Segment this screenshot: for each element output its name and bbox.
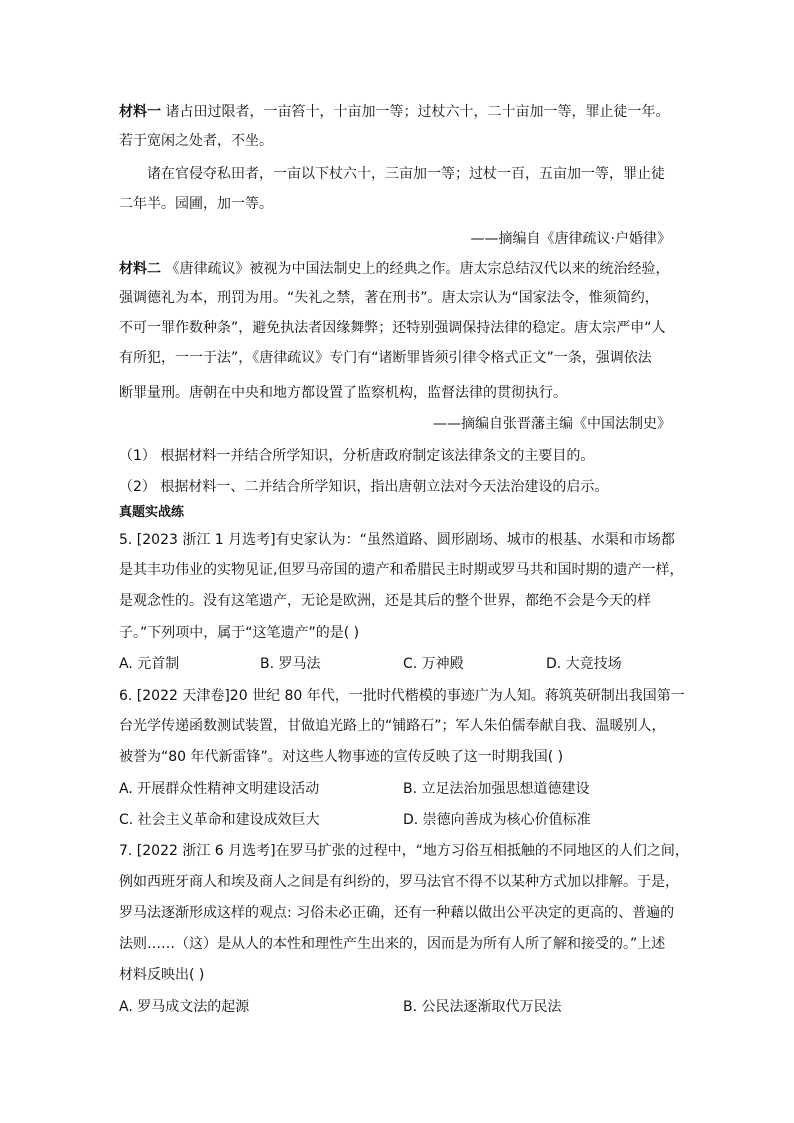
material2-label: 材料二 — [119, 261, 161, 277]
q5-option-a: A. 元首制 — [119, 656, 180, 672]
q6-option-d: D. 崇德向善成为核心价值标准 — [403, 812, 591, 828]
q7-line3: 罗马法逐渐形成这样的观点: 习俗未必正确，还有一种藉以做出公平决定的更高的、普遍的 — [119, 905, 675, 921]
q6-option-c: C. 社会主义革命和建设成效巨大 — [119, 812, 320, 828]
material2-line4: 有所犯，一一于法”，《唐律疏议》专门有“诸断罪皆须引律令格式正文”一条，强调依法 — [119, 350, 652, 366]
q7-line4: 法则……（这）是从人的本性和理性产生出来的，因而是为所有人所了解和接受的。”上述 — [119, 936, 666, 952]
q7-option-b: B. 公民法逐渐取代万民法 — [403, 999, 562, 1015]
question-2: （2） 根据材料一、二并结合所学知识，指出唐朝立法对今天法治建设的启示。 — [119, 479, 609, 495]
material2-line3: 不可一罪作数种条”，避免执法者因缘舞弊；还特别强调保持法律的稳定。唐太宗严申“人 — [119, 320, 666, 336]
material1-line1 — [119, 102, 669, 122]
q5-line3: 是观念性的。没有这笔遗产，无论是欧洲，还是其后的整个世界，都绝不会是今天的样 — [119, 593, 651, 609]
q5-line1: 5. [2023 浙江 1 月选考]有史家认为：“虽然道路、圆形剧场、城市的根基、水渠和市场都 — [119, 532, 675, 548]
q6-option-b: B. 立足法治加强思想道德建设 — [403, 781, 590, 797]
material1-line2: 若于宽闲之处者，不坐。 — [119, 133, 273, 149]
q5-line4: 子。”下列项中，属于“这笔遗产”的是( ) — [119, 625, 360, 641]
q6-line2: 台光学传递函数测试装置，甘做追光路上的“铺路石”；军人朱伯儒奉献自我、温暖别人， — [119, 718, 666, 734]
material2-source: ——摘编自张晋藩主编《中国法制史》 — [433, 416, 671, 432]
q7-line2: 例如西班牙商人和埃及商人之间是有纠纷的，罗马法官不得不以某种方式加以排解。于是， — [119, 874, 679, 890]
q7-option-a: A. 罗马成文法的起源 — [119, 999, 250, 1015]
material1-line3: 诸在官侵夺私田者，一亩以下杖六十，三亩加一等；过杖一百，五亩加一等，罪止徒 — [147, 166, 665, 182]
material1-source: ——摘编自《唐律疏议·户婚律》 — [470, 231, 671, 247]
q7-line5: 材料反映出( ) — [119, 967, 205, 983]
material2-text1: 《唐律疏议》被视为中国法制史上的经典之作。唐太宗总结汉代以来的统治经验， — [161, 261, 670, 277]
material1-label: 材料一 — [119, 104, 161, 120]
q7-line1: 7. [2022 浙江 6 月选考]在罗马扩张的过程中，“地方习俗互相抵触的不同地区的人们之间， — [119, 843, 689, 859]
material1-text1: 诸占田过限者，一亩笞十，十亩加一等；过杖六十，二十亩加一等，罪止徒一年。 — [161, 104, 670, 120]
question-1: （1） 根据材料一并结合所学知识，分析唐政府制定该法律条文的主要目的。 — [119, 448, 595, 464]
q6-option-a: A. 开展群众性精神文明建设活动 — [119, 781, 320, 797]
section-title: 真题实战练 — [119, 505, 185, 520]
q5-line2: 是其丰功伟业的实物见证,但罗马帝国的遗产和希腊民主时期或罗马共和国时期的遗产一样， — [119, 562, 684, 578]
material2-line5: 断罪量刑。唐朝在中央和地方都设置了监察机构，监督法律的贯彻执行。 — [119, 385, 567, 401]
q5-option-d: D. 大竞技场 — [546, 656, 622, 672]
material2-line2: 强调德礼为本，刑罚为用。“失礼之禁，著在刑书”。唐太宗认为“国家法令，惟须简约， — [119, 290, 659, 306]
q6-line1: 6. [2022 天津卷]20 世纪 80 年代，一批时代楷模的事迹广为人知。蒋筑英研制出我国第一 — [119, 688, 685, 704]
q5-option-c: C. 万神殿 — [403, 656, 464, 672]
material2-line1 — [119, 259, 669, 279]
material1-line4: 二年半。园圃，加一等。 — [119, 196, 273, 212]
q5-option-b: B. 罗马法 — [260, 656, 321, 672]
q6-line3: 被誉为“80 年代新雷锋”。对这些人物事迹的宣传反映了这一时期我国( ) — [119, 749, 564, 765]
